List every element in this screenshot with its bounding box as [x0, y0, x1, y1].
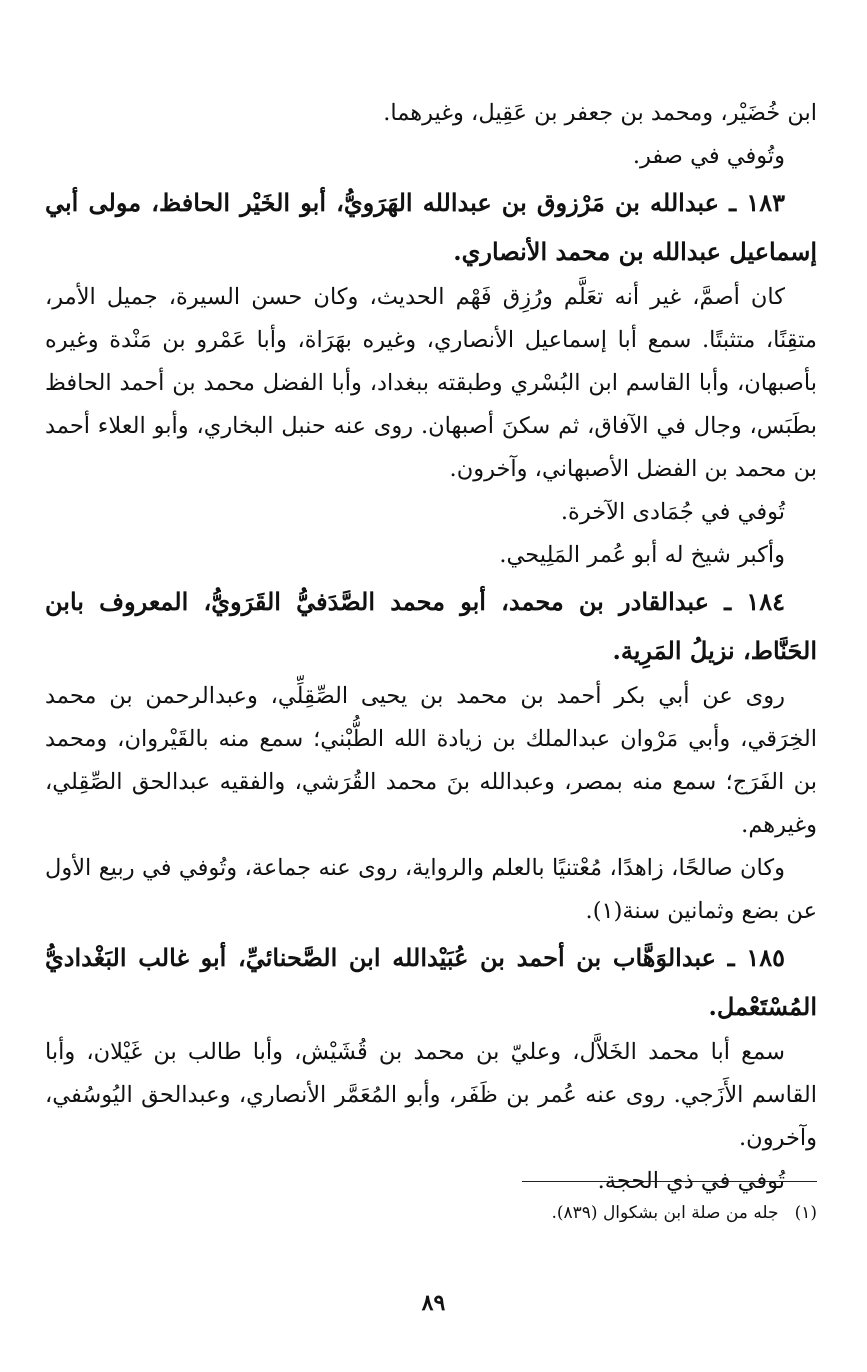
paragraph: وكان صالحًا، زاهدًا، مُعْتنيًا بالعلم والرواية، روى عنه جماعة، وتُوفي في ربيع الأول عن بضع وثمانين سنة(١). — [45, 855, 817, 924]
footnote — [45, 1199, 817, 1227]
footnote-text: جله من صلة ابن بشكوال (٨٣٩). — [551, 1203, 779, 1223]
paragraph: وأكبر شيخ له أبو عُمر المَلِيحي. — [499, 542, 785, 568]
entry-heading-185: ١٨٥ ـ عبدالوَهَّاب بن أحمد بن عُبَيْدالله ابن الصَّحنائيِّ، أبو غالب البَغْداديُّ المُسْتَعْمل. — [45, 943, 817, 1021]
footnote-marker: (١) — [794, 1203, 817, 1223]
entry-heading-183: ١٨٣ ـ عبدالله بن مَرْزوق بن عبدالله الهَرَويُّ، أبو الخَيْر الحافظ، مولى أبي إسماعيل عبدالله بن محمد الأنصاري. — [45, 188, 817, 266]
paragraph: روى عن أبي بكر أحمد بن محمد بن يحيى الصِّقِلِّي، وعبدالرحمن بن محمد الخِرَقي، وأبي مَرْوان عبدالملك بن زيادة الله الطُّبْني؛ سمع منه بالقَيْروان، ومحمد بن الفَرَج؛ سمع منه بمصر، وعبدالله بنَ محمد القُرَشي، والفقيه عبدالحق الصِّقِلي، وغيرهم. — [45, 683, 817, 838]
entry-heading-184: ١٨٤ ـ عبدالقادر بن محمد، أبو محمد الصَّدَفيُّ القَرَويُّ، المعروف بابن الحَنَّاط، نزيلُ المَرِية. — [45, 587, 817, 665]
paragraph: تُوفي في ذي الحجة. — [597, 1168, 785, 1194]
paragraph: ابن خُضَيْر، ومحمد بن جعفر بن عَقِيل، وغيرهما. — [383, 100, 817, 126]
paragraph: وتُوفي في صفر. — [632, 143, 785, 169]
paragraph: سمع أبا محمد الخَلاَّل، وعليّ بن محمد بن قُشَيْش، وأبا طالب بن غَيْلان، وأبا القاسم الأَزَجي. روى عنه عُمر بن ظَفَر، وأبو المُعَمَّر الأنصاري، وعبدالحق اليُوسُفي، وآخرون. — [45, 1039, 817, 1151]
page-body — [45, 92, 817, 1203]
paragraph: تُوفي في جُمَادى الآخرة. — [560, 499, 785, 525]
paragraph: كان أصمَّ، غير أنه تعَلَّم ورُزِق فَهْم الحديث، وكان حسن السيرة، جميل الأمر، متقِنًا، متثبتًا. سمع أبا إسماعيل الأنصاري، وغيره بهَرَاة، وأبا عَمْرو بن مَنْدة وغيره بأصبهان، وأبا القاسم ابن البُسْري وطبقته ببغداد، وأبا الفضل محمد بن أحمد الحافظ بطَبَس، وجال في الآفاق، ثم سكنَ أصبهان. روى عنه حنبل البخاري، وأبو العلاء أحمد بن محمد بن الفضل الأصبهاني، وآخرون. — [45, 284, 817, 482]
footnote-separator — [522, 1181, 817, 1182]
page-number: ٨٩ — [421, 1290, 446, 1316]
